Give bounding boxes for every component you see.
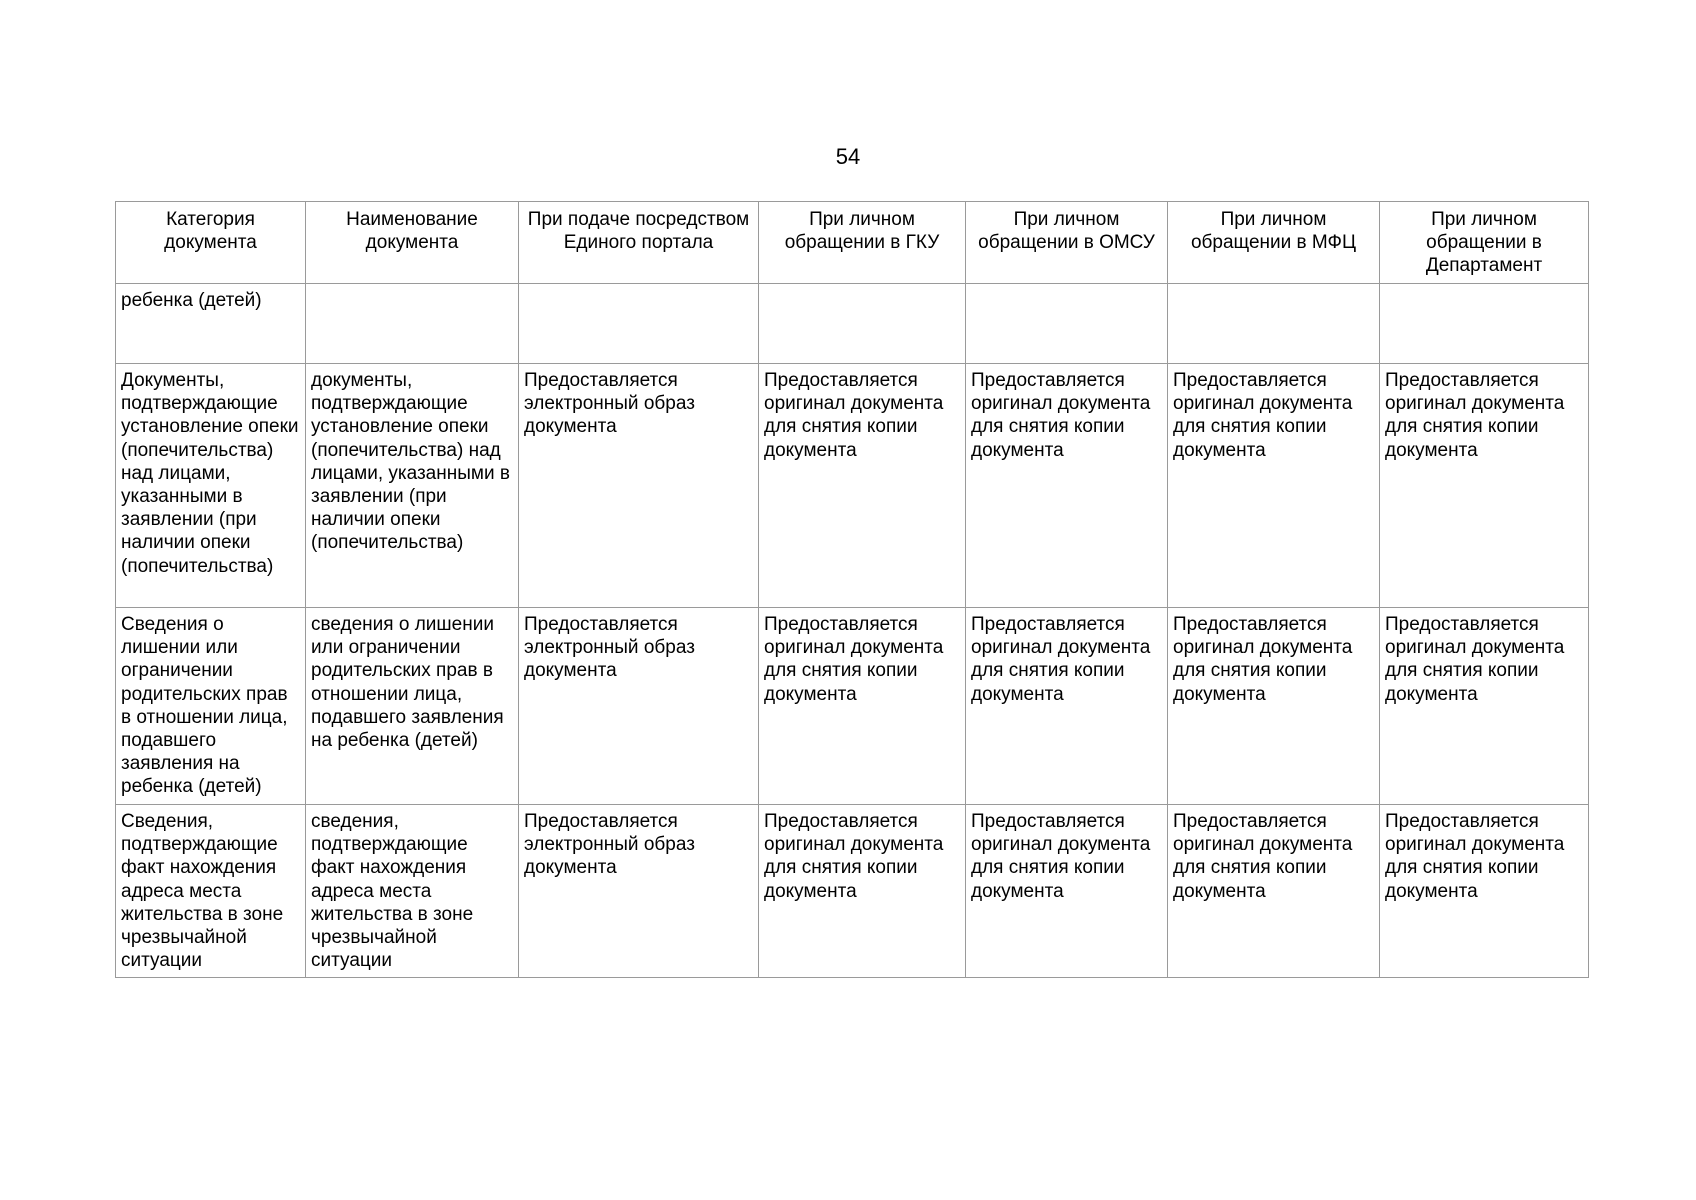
table-cell: [1380, 284, 1589, 364]
table-cell: Сведения, подтверждающие факт нахождения адреса места жительства в зоне чрезвычайной ситуации: [116, 805, 306, 978]
header-cell-mfc: При личном обращении в МФЦ: [1168, 202, 1380, 284]
table-cell: Предоставляется оригинал документа для снятия копии документа: [1168, 364, 1380, 608]
header-cell-department: При личном обращении в Департамент: [1380, 202, 1589, 284]
table-cell: Предоставляется оригинал документа для снятия копии документа: [966, 805, 1168, 978]
table-cell: [1168, 284, 1380, 364]
header-cell-portal: При подаче посредством Единого портала: [519, 202, 759, 284]
table-header-row: [116, 202, 1589, 284]
table-cell: [759, 284, 966, 364]
header-cell-gku: При личном обращении в ГКУ: [759, 202, 966, 284]
table-cell: Предоставляется оригинал документа для снятия копии документа: [1380, 608, 1589, 805]
table-cell: Предоставляется электронный образ документа: [519, 364, 759, 608]
table-cell: Предоставляется оригинал документа для снятия копии документа: [966, 364, 1168, 608]
table-row: [116, 608, 1589, 805]
header-cell-omsu: При личном обращении в ОМСУ: [966, 202, 1168, 284]
table-row: [116, 805, 1589, 978]
documents-table: [115, 201, 1589, 978]
table-cell: Предоставляется оригинал документа для снятия копии документа: [759, 608, 966, 805]
table-cell: Предоставляется оригинал документа для снятия копии документа: [966, 608, 1168, 805]
header-cell-category: Категория документа: [116, 202, 306, 284]
table-cell: ребенка (детей): [116, 284, 306, 364]
table-row: [116, 364, 1589, 608]
table-cell: [519, 284, 759, 364]
table-cell: Документы, подтверждающие установление опеки (попечительства) над лицами, указанными в заявлении (при наличии опеки (попечительства): [116, 364, 306, 608]
table-cell: сведения о лишении или ограничении родительских прав в отношении лица, подавшего заявления на ребенка (детей): [306, 608, 519, 805]
table-cell: Предоставляется электронный образ документа: [519, 608, 759, 805]
table-cell: Предоставляется оригинал документа для снятия копии документа: [759, 364, 966, 608]
table-cell: документы, подтверждающие установление опеки (попечительства) над лицами, указанными в заявлении (при наличии опеки (попечительства): [306, 364, 519, 608]
page-number: 54: [835, 144, 861, 169]
table-cell: Предоставляется оригинал документа для снятия копии документа: [1168, 608, 1380, 805]
table-cell: Предоставляется оригинал документа для снятия копии документа: [1380, 805, 1589, 978]
table-cell: Предоставляется оригинал документа для снятия копии документа: [759, 805, 966, 978]
table-cell: сведения, подтверждающие факт нахождения адреса места жительства в зоне чрезвычайной ситуации: [306, 805, 519, 978]
header-cell-name: Наименование документа: [306, 202, 519, 284]
table-cell: Сведения о лишении или ограничении родительских прав в отношении лица, подавшего заявления на ребенка (детей): [116, 608, 306, 805]
table-cell: Предоставляется оригинал документа для снятия копии документа: [1168, 805, 1380, 978]
table-cell: Предоставляется электронный образ документа: [519, 805, 759, 978]
table-cell: [306, 284, 519, 364]
table-cell: Предоставляется оригинал документа для снятия копии документа: [1380, 364, 1589, 608]
table-cell: [966, 284, 1168, 364]
table-row: [116, 284, 1589, 364]
